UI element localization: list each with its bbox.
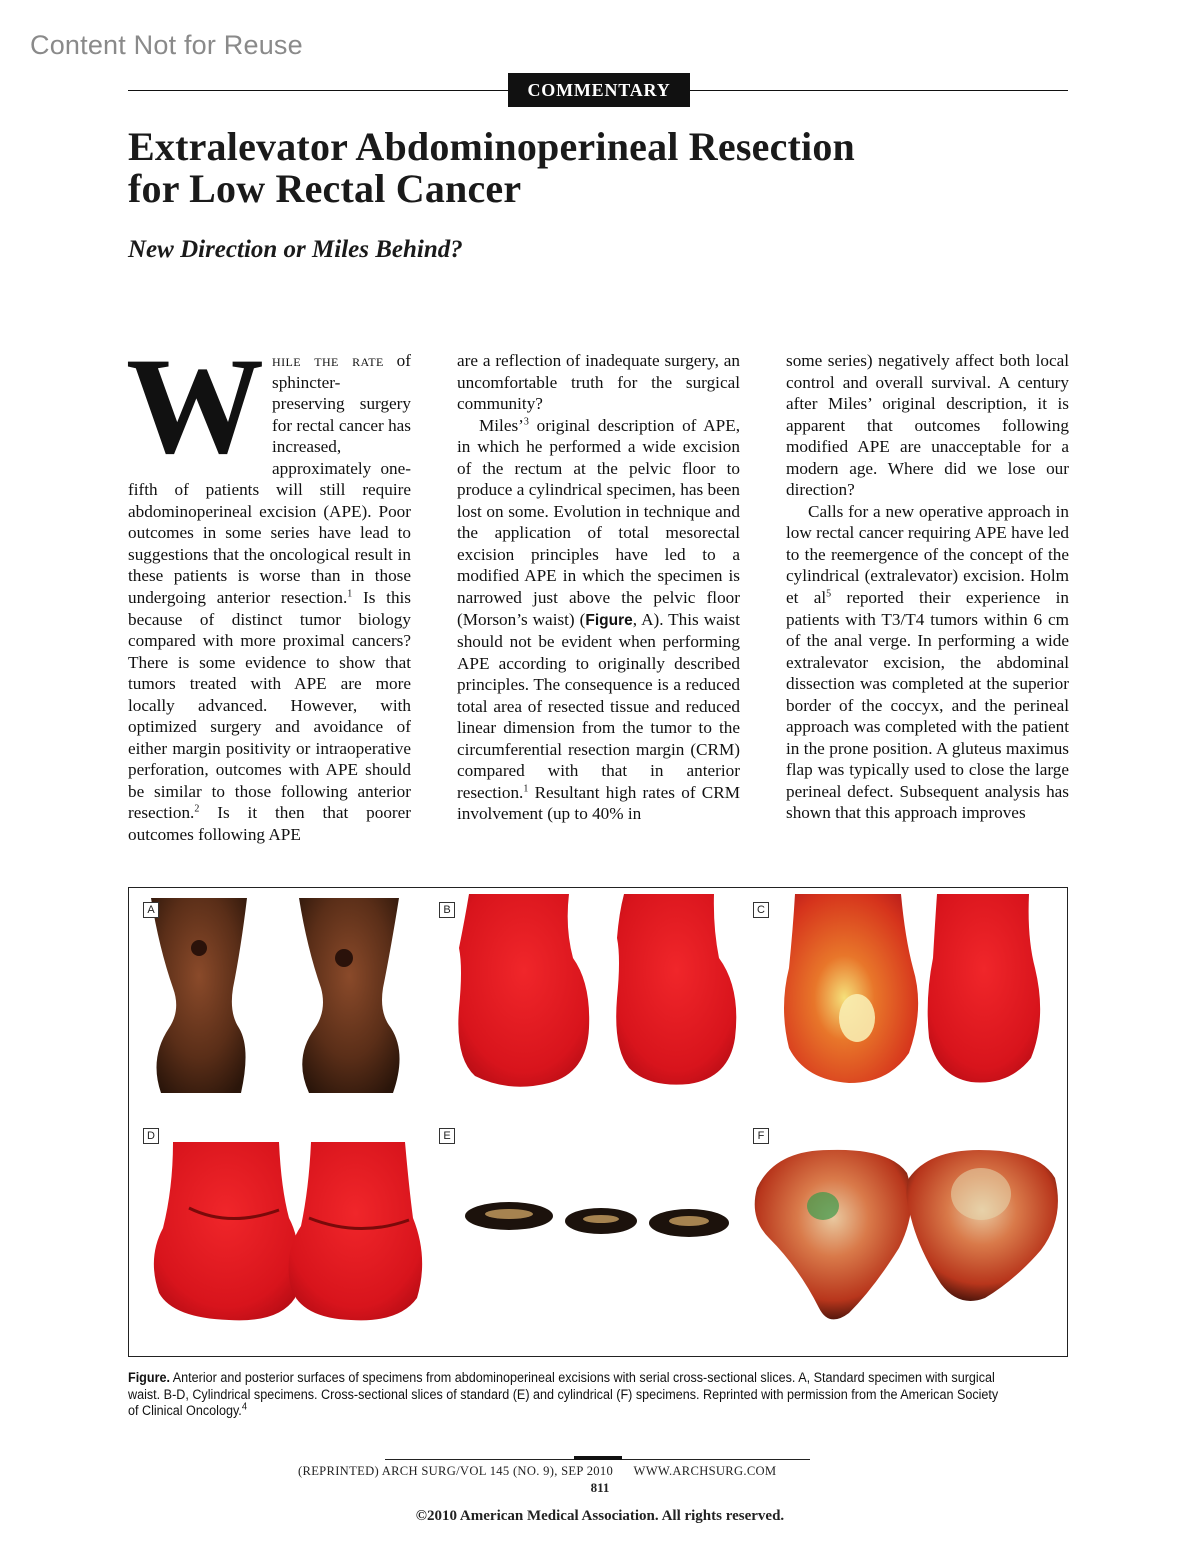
figure-caption xyxy=(128,1370,1002,1420)
reference-marker: 1 xyxy=(347,588,353,600)
reference-marker: 5 xyxy=(826,588,832,600)
paragraph-text: Miles’ xyxy=(479,415,524,435)
body-column-3 xyxy=(786,350,1069,824)
figure-illustration xyxy=(129,888,1068,1357)
paragraph: are a reflection of inadequate surgery, an uncomfortable truth for the surgical community? xyxy=(457,351,740,414)
figure xyxy=(128,887,1068,1357)
panel-label: B xyxy=(439,902,455,918)
paragraph-text: Is this because of distinct tumor biology compared with more proximal cancers? There is some evidence to show that tumors treated with APE are more locally advanced. However, with optimized surgery and avoidance of either margin positivity or intraoperative perforation, outcomes with APE should be similar to those following anterior resection. xyxy=(128,588,411,823)
paragraph-text: , A). This waist should not be evident when performing APE according to originally described principles. The consequence is a reduced total area of resected tissue and reduced linear dimension from the tumor to the circumferential resection margin (CRM) compared with that in anterior resection. xyxy=(457,609,740,802)
paragraph-text: Is it then that poorer outcomes following APE xyxy=(128,803,411,845)
article-title xyxy=(128,126,1028,210)
specimen-e xyxy=(465,1202,729,1237)
paragraph-text: Resultant high rates of CRM involvement (up to 40% in xyxy=(457,782,740,824)
figure-reference[interactable]: Figure xyxy=(585,611,633,629)
paragraph xyxy=(786,501,1069,824)
caption-label: Figure. xyxy=(128,1370,170,1385)
paragraph-text: original description of APE, in which he performed a wide excision of the rectum at the pelvic floor to produce a cylindrical specimen, has been lost on some. Evolution in technique and the application of total mesorectal excision principles have led to a modified APE in which the specimen is narrowed just above the pelvic floor (Morson’s waist) ( xyxy=(457,415,740,629)
article-subtitle: New Direction or Miles Behind? xyxy=(128,236,463,263)
body-column-2 xyxy=(457,350,740,825)
panel-label: C xyxy=(753,902,769,918)
drop-cap: W xyxy=(126,329,264,482)
copyright: ©2010 American Medical Association. All rights reserved. xyxy=(415,1508,785,1524)
paragraph-text: reported their experience in patients with T3/T4 tumors within 6 cm of the anal verge. In performing a wide extralevator excision, the abdominal dissection was completed at the superior border of the coccyx, and the perineal approach was completed with the patient in the prone position. A gluteus maximus flap was typically used to close the large perineal defect. Subsequent analysis has shown that this approach improves xyxy=(786,588,1069,823)
reference-marker: 4 xyxy=(241,1401,248,1413)
caption-text: Anterior and posterior surfaces of specimens from abdominoperineal excisions with serial cross-sectional slices. A, Standard specimen with surgical waist. B-D, Cylindrical specimens. Cross-sectional slices of standard (E) and cylindrical (F) specimens. Reprinted with permission from the American Society of Clinical Oncology. xyxy=(128,1370,999,1418)
footer-citation: (REPRINTED) ARCH SURG/VOL 145 (NO. 9), SEP 2010 xyxy=(298,1464,614,1478)
panel-label: E xyxy=(439,1128,455,1144)
specimen-d xyxy=(154,1142,422,1320)
reference-marker: 3 xyxy=(523,415,529,427)
panel-label: F xyxy=(753,1128,769,1144)
watermark: Content Not for Reuse xyxy=(30,30,303,60)
footer-url[interactable]: WWW.ARCHSURG.COM xyxy=(633,1464,777,1478)
reference-marker: 2 xyxy=(194,803,200,815)
page-number: 811 xyxy=(590,1480,610,1495)
specimen-b xyxy=(458,894,736,1087)
title-line-1: Extralevator Abdominoperineal Resection xyxy=(128,124,855,169)
paragraph: some series) negatively affect both local control and overall survival. A century after Miles’ original description, it is apparent that outcomes following modified APE are unacceptable for a modern age. Where did we lose our direction? xyxy=(786,351,1069,500)
lead-in: hile the rate xyxy=(272,351,384,370)
reference-marker: 1 xyxy=(523,783,529,795)
panel-label: A xyxy=(143,902,159,918)
specimen-a xyxy=(151,898,400,1093)
paragraph-text: Calls for a new operative approach in low rectal cancer requiring APE have led to the reemergence of the concept of the cylindrical (extralevator) excision. Holm et al xyxy=(786,501,1069,608)
footer-citation-line xyxy=(298,1464,776,1479)
footer-notch xyxy=(574,1456,622,1460)
panel-label: D xyxy=(143,1128,159,1144)
paragraph xyxy=(457,415,740,825)
body-column-1 xyxy=(126,329,411,846)
section-badge: COMMENTARY xyxy=(508,73,690,107)
specimen-f xyxy=(755,1150,1058,1320)
paragraph-text: of sphincter-preserving surgery for rectal cancer has increased, approximately one-fifth of patients will still require abdominoperineal excision (APE). Poor outcomes in some series have lead to suggestions that the oncological result in these patients is worse than in those undergoing anterior resection. xyxy=(128,351,411,608)
specimen-c xyxy=(784,894,1040,1083)
title-line-2: for Low Rectal Cancer xyxy=(128,166,522,211)
